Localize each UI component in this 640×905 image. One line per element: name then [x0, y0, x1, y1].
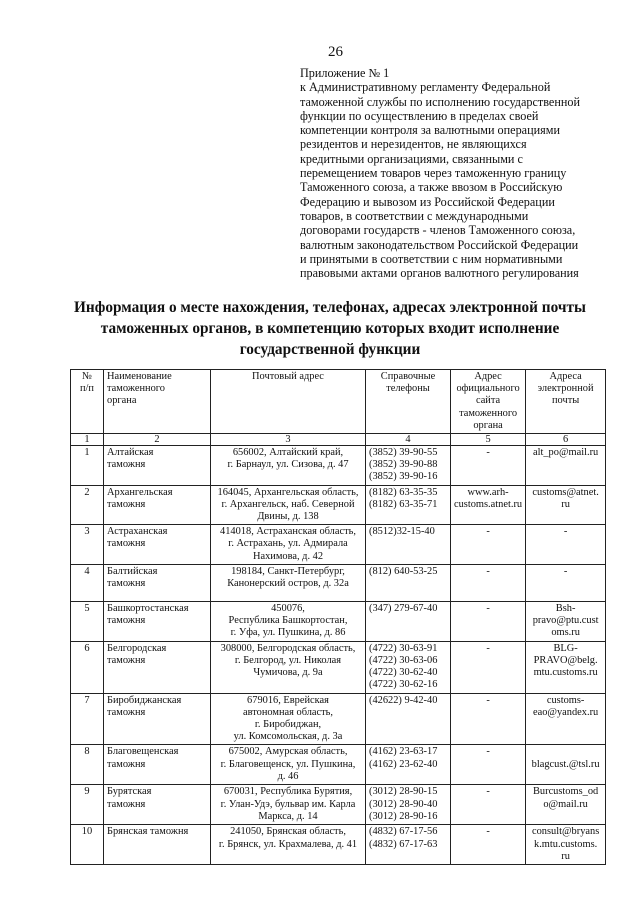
phone-numbers: (3012) 28-90-15 (3012) 28-90-40 (3012) 28-90-16: [366, 785, 451, 825]
table-row: [71, 693, 606, 745]
table-row: [71, 601, 606, 641]
appendix-line: резидентов и нерезидентов, не являющихся: [300, 137, 527, 152]
appendix-line: кредитными организациями, связанными с: [300, 151, 523, 166]
row-number: 3: [71, 525, 104, 565]
phone-numbers: (812) 640-53-25: [366, 564, 451, 601]
email-address: alt_po@mail.ru: [526, 446, 606, 486]
appendix-line: и принятыми в соответствии с ним нормативными: [300, 251, 563, 266]
phone-numbers: (4832) 67-17-56 (4832) 67-17-63: [366, 825, 451, 865]
column-number: 5: [451, 434, 526, 446]
website: -: [451, 745, 526, 785]
table-row: [71, 525, 606, 565]
row-number: 10: [71, 825, 104, 865]
table-row: [71, 641, 606, 693]
appendix-line: Приложение № 1: [300, 66, 390, 80]
row-number: 8: [71, 745, 104, 785]
column-number: 6: [526, 434, 606, 446]
row-number: 2: [71, 485, 104, 525]
postal-address: 675002, Амурская область, г. Благовещенск, ул. Пушкина, д. 46: [211, 745, 366, 785]
phone-numbers: (347) 279-67-40: [366, 601, 451, 641]
postal-address: 414018, Астраханская область, г. Астрахань, ул. Адмирала Нахимова, д. 42: [211, 525, 366, 565]
appendix-line: перемещением товаров через таможенную границу: [300, 166, 567, 181]
column-header: Адреса электронной почты: [526, 370, 606, 434]
postal-address: 450076, Республика Башкортостан, г. Уфа, ул. Пушкина, д. 86: [211, 601, 366, 641]
column-header: Наименование таможенного органа: [104, 370, 211, 434]
appendix-line: договорами государств - членов Таможенного союза,: [300, 223, 576, 238]
appendix-line: таможенной службы по исполнению государственной: [300, 94, 581, 109]
column-number: 1: [71, 434, 104, 446]
email-address: Bsh- pravo@ptu.cust oms.ru: [526, 601, 606, 641]
column-header: № п/п: [71, 370, 104, 434]
row-number: 6: [71, 641, 104, 693]
website: -: [451, 564, 526, 601]
table-row: [71, 485, 606, 525]
website: www.arh- customs.atnet.ru: [451, 485, 526, 525]
email-address: customs- eao@yandex.ru: [526, 693, 606, 745]
postal-address: 241050, Брянская область, г. Брянск, ул. Крахмалева, д. 41: [211, 825, 366, 865]
row-number: 1: [71, 446, 104, 486]
column-header: Почтовый адрес: [211, 370, 366, 434]
appendix-line: Таможенного союза, а также ввозом в Российскую: [300, 180, 563, 195]
phone-numbers: (8182) 63-35-35 (8182) 63-35-71: [366, 485, 451, 525]
email-address: blagcust.@tsl.ru: [526, 745, 606, 785]
office-name: Алтайская таможня: [104, 446, 211, 486]
appendix-heading: [300, 66, 610, 280]
office-name: Бурятская таможня: [104, 785, 211, 825]
phone-numbers: (8512)32-15-40: [366, 525, 451, 565]
postal-address: 670031, Республика Бурятия, г. Улан-Удэ, бульвар им. Карла Маркса, д. 14: [211, 785, 366, 825]
table-row: [71, 564, 606, 601]
website: -: [451, 693, 526, 745]
email-address: BLG- PRAVO@belg. mtu.customs.ru: [526, 641, 606, 693]
table-header-row: [71, 370, 606, 434]
document-title: [60, 297, 600, 360]
table-row: [71, 446, 606, 486]
row-number: 5: [71, 601, 104, 641]
table-row: [71, 825, 606, 865]
email-address: Burcustoms_od o@mail.ru: [526, 785, 606, 825]
postal-address: 656002, Алтайский край, г. Барнаул, ул. Сизова, д. 47: [211, 446, 366, 486]
row-number: 4: [71, 564, 104, 601]
row-number: 7: [71, 693, 104, 745]
column-number: 2: [104, 434, 211, 446]
phone-numbers: (3852) 39-90-55 (3852) 39-90-88 (3852) 39-90-16: [366, 446, 451, 486]
column-number-row: [71, 434, 606, 446]
table-row: [71, 745, 606, 785]
email-address: -: [526, 564, 606, 601]
column-number: 4: [366, 434, 451, 446]
page-number: 26: [328, 44, 343, 60]
website: -: [451, 825, 526, 865]
office-name: Белгородская таможня: [104, 641, 211, 693]
website: -: [451, 525, 526, 565]
office-name: Биробиджанская таможня: [104, 693, 211, 745]
office-name: Башкортостанская таможня: [104, 601, 211, 641]
office-name: Брянская таможня: [104, 825, 211, 865]
postal-address: 679016, Еврейская автономная область, г. Биробиджан, ул. Комсомольская, д. 3а: [211, 693, 366, 745]
appendix-line: товаров, в соответствии с международными: [300, 208, 529, 223]
appendix-line: Федерацию и вывозом из Российской Федерации: [300, 194, 555, 209]
column-header: Справочные телефоны: [366, 370, 451, 434]
appendix-line: правовыми актами органов валютного регулирования: [300, 266, 579, 281]
appendix-line: к Административному регламенту Федеральной: [300, 80, 551, 95]
website: -: [451, 785, 526, 825]
email-address: -: [526, 525, 606, 565]
website: -: [451, 446, 526, 486]
title-line: Информация о месте нахождения, телефонах, адресах электронной почты: [74, 299, 586, 316]
table-row: [71, 785, 606, 825]
appendix-line: функции по осуществлению в пределах своей: [300, 108, 539, 123]
phone-numbers: (4162) 23-63-17 (4162) 23-62-40: [366, 745, 451, 785]
column-header: Адрес официального сайта таможенного органа: [451, 370, 526, 434]
website: -: [451, 641, 526, 693]
phone-numbers: (42622) 9-42-40: [366, 693, 451, 745]
column-number: 3: [211, 434, 366, 446]
phone-numbers: (4722) 30-63-91 (4722) 30-63-06 (4722) 30-62-40 (4722) 30-62-16: [366, 641, 451, 693]
customs-offices-table: [70, 369, 606, 865]
appendix-line: валютным законодательством Российской Федерации: [300, 237, 579, 252]
title-line: государственной функции: [239, 341, 421, 358]
row-number: 9: [71, 785, 104, 825]
email-address: customs@atnet. ru: [526, 485, 606, 525]
office-name: Благовещенская таможня: [104, 745, 211, 785]
website: -: [451, 601, 526, 641]
office-name: Балтийская таможня: [104, 564, 211, 601]
office-name: Астраханская таможня: [104, 525, 211, 565]
title-line: таможенных органов, в компетенцию которых входит исполнение: [100, 320, 560, 337]
postal-address: 198184, Санкт-Петербург, Канонерский остров, д. 32а: [211, 564, 366, 601]
email-address: consult@bryans k.mtu.customs. ru: [526, 825, 606, 865]
appendix-line: компетенции контроля за валютными операциями: [300, 123, 560, 138]
office-name: Архангельская таможня: [104, 485, 211, 525]
postal-address: 164045, Архангельская область, г. Архангельск, наб. Северной Двины, д. 138: [211, 485, 366, 525]
postal-address: 308000, Белгородская область, г. Белгород, ул. Николая Чумичова, д. 9а: [211, 641, 366, 693]
